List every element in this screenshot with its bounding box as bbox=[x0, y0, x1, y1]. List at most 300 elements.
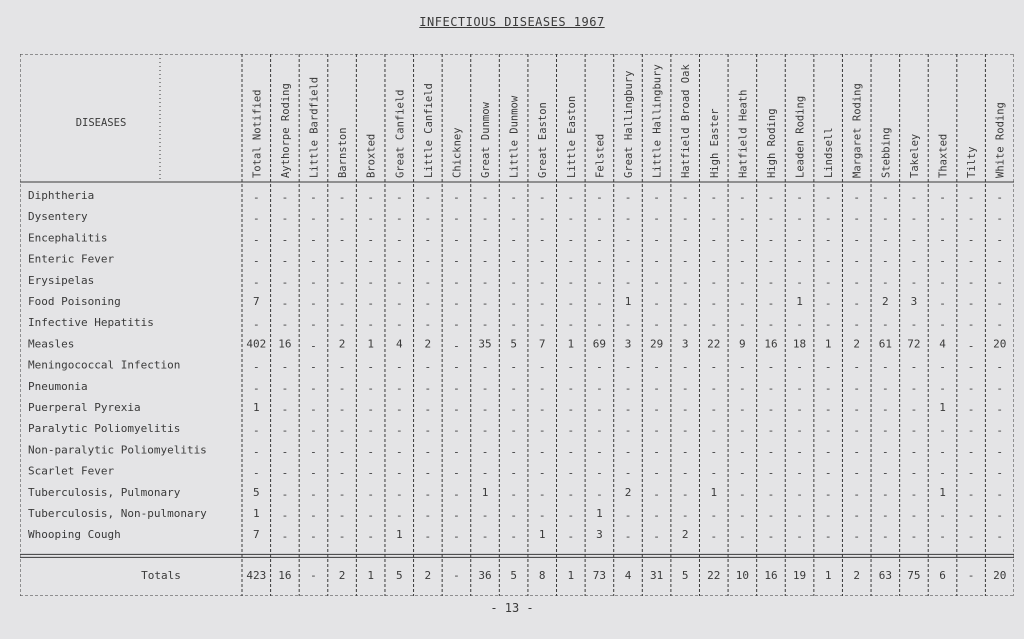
column-header-4: Broxted bbox=[365, 133, 378, 178]
table-cell: - bbox=[510, 509, 517, 522]
table-cell: - bbox=[824, 445, 832, 459]
row-label: Tuberculosis, Pulmonary bbox=[28, 485, 181, 499]
table-cell: - bbox=[453, 487, 460, 501]
totals-cell: 16 bbox=[764, 569, 778, 583]
table-cell: - bbox=[910, 318, 918, 332]
table-cell: - bbox=[710, 424, 718, 438]
column-header-19: Leaden Roding bbox=[794, 95, 807, 178]
table-cell: - bbox=[510, 212, 517, 226]
table-cell: - bbox=[424, 403, 432, 416]
table-cell: - bbox=[624, 360, 632, 374]
table-cell: - bbox=[710, 318, 718, 332]
table-cell: - bbox=[767, 530, 775, 544]
table-cell: - bbox=[252, 191, 260, 204]
totals-cell: 5 bbox=[510, 569, 517, 583]
column-header-13: Great Hallingbury bbox=[623, 70, 635, 178]
table-cell: - bbox=[453, 466, 460, 480]
table-cell: - bbox=[853, 275, 861, 289]
table-cell: - bbox=[596, 191, 603, 204]
table-cell: - bbox=[796, 403, 803, 416]
table-cell: - bbox=[510, 466, 517, 480]
table-cell: - bbox=[424, 275, 432, 289]
totals-cell: 1 bbox=[367, 569, 374, 583]
table-cell: - bbox=[739, 487, 746, 501]
table-cell: 1 bbox=[252, 401, 260, 414]
table-cell: 2 bbox=[624, 485, 632, 499]
table-cell: - bbox=[939, 445, 946, 459]
table-cell: - bbox=[624, 466, 632, 480]
table-cell: - bbox=[996, 403, 1004, 416]
table-cell: - bbox=[367, 191, 374, 204]
table-cell: - bbox=[681, 509, 689, 522]
table-cell: - bbox=[996, 360, 1004, 374]
table-cell: - bbox=[739, 212, 746, 226]
table-cell: - bbox=[510, 445, 517, 459]
table-cell: - bbox=[767, 212, 775, 226]
table-cell: - bbox=[338, 509, 346, 522]
table-cell: - bbox=[710, 254, 718, 268]
table-cell: - bbox=[424, 381, 432, 395]
table-cell: 2 bbox=[853, 337, 861, 351]
column-header-9: Little Dunmow bbox=[508, 95, 521, 178]
table-cell: - bbox=[481, 509, 489, 522]
table-cell: - bbox=[739, 509, 746, 522]
table-cell: - bbox=[538, 424, 546, 438]
column-header-23: Takeley bbox=[908, 133, 921, 178]
table-cell: - bbox=[624, 191, 632, 204]
table-cell: - bbox=[767, 424, 775, 438]
table-cell: - bbox=[681, 487, 689, 501]
table-cell: - bbox=[310, 509, 317, 522]
table-cell: - bbox=[653, 254, 660, 268]
table-cell: - bbox=[252, 445, 260, 459]
table-cell: - bbox=[252, 381, 260, 395]
table-cell: - bbox=[453, 233, 460, 247]
table-cell: - bbox=[281, 424, 289, 438]
table-cell: - bbox=[310, 530, 317, 544]
table-cell: - bbox=[996, 487, 1004, 501]
table-cell: - bbox=[338, 381, 346, 395]
table-cell: - bbox=[710, 275, 718, 289]
table-cell: 3 bbox=[910, 295, 918, 308]
table-cell: - bbox=[510, 424, 517, 438]
table-cell: - bbox=[596, 275, 603, 289]
row-label: Tuberculosis, Non-pulmonary bbox=[28, 507, 207, 520]
column-header-21: Margaret Roding bbox=[851, 83, 864, 178]
table-cell: - bbox=[910, 381, 918, 395]
table-cell: - bbox=[710, 191, 718, 204]
row-label: Food Poisoning bbox=[28, 295, 121, 308]
table-cell: - bbox=[739, 233, 746, 247]
table-cell: - bbox=[882, 403, 889, 416]
table-cell: - bbox=[481, 530, 489, 544]
table-cell: - bbox=[853, 424, 861, 438]
table-cell: - bbox=[939, 381, 946, 395]
table-cell: - bbox=[424, 297, 432, 310]
row-label: Paralytic Poliomyelitis bbox=[28, 422, 181, 436]
totals-cell: 75 bbox=[907, 569, 921, 583]
table-cell: - bbox=[481, 212, 489, 226]
table-cell: - bbox=[481, 318, 489, 332]
table-cell: - bbox=[653, 318, 660, 332]
totals-cell: 19 bbox=[792, 569, 807, 583]
table-cell: - bbox=[967, 487, 975, 501]
totals-cell: 10 bbox=[735, 569, 749, 583]
table-cell: - bbox=[739, 424, 746, 438]
table-cell: - bbox=[910, 403, 918, 416]
table-cell: - bbox=[853, 191, 861, 204]
totals-cell: 2 bbox=[338, 569, 346, 583]
row-label: Non-paralytic Poliomyelitis bbox=[28, 443, 207, 457]
table-cell: - bbox=[910, 212, 918, 226]
table-cell: - bbox=[424, 509, 432, 522]
totals-cell: 31 bbox=[649, 569, 664, 583]
totals-cell: 63 bbox=[878, 569, 892, 583]
table-cell: 22 bbox=[707, 337, 721, 351]
table-cell: - bbox=[939, 254, 946, 268]
table-cell: - bbox=[653, 212, 660, 226]
table-cell: 3 bbox=[596, 528, 603, 542]
table-cell: - bbox=[882, 509, 889, 522]
table-cell: - bbox=[281, 530, 289, 544]
table-cell: - bbox=[910, 254, 918, 268]
table-cell: - bbox=[395, 445, 403, 459]
table-cell: - bbox=[453, 254, 460, 268]
table-cell: 7 bbox=[252, 528, 260, 542]
table-cell: - bbox=[967, 191, 975, 204]
table-cell: - bbox=[996, 466, 1004, 480]
table-cell: 16 bbox=[278, 337, 292, 351]
table-cell: - bbox=[824, 233, 832, 247]
table-cell: - bbox=[310, 212, 317, 226]
table-cell: - bbox=[367, 466, 374, 480]
table-cell: - bbox=[910, 275, 918, 289]
table-cell: - bbox=[481, 403, 489, 416]
column-header-20: Lindsell bbox=[823, 127, 836, 178]
table-cell: - bbox=[538, 445, 546, 459]
table-cell: - bbox=[424, 487, 432, 501]
totals-cell: - bbox=[967, 569, 975, 583]
table-cell: - bbox=[338, 233, 346, 247]
table-cell: 61 bbox=[878, 337, 892, 351]
table-cell: - bbox=[853, 466, 861, 480]
table-cell: - bbox=[481, 191, 489, 204]
column-header-6: Little Canfield bbox=[422, 83, 435, 178]
table-cell: - bbox=[252, 424, 260, 438]
table-cell: - bbox=[739, 297, 746, 310]
table-cell: 29 bbox=[649, 337, 664, 351]
table-cell: - bbox=[252, 360, 260, 374]
column-header-15: Hatfield Broad Oak bbox=[680, 64, 693, 178]
table-cell: - bbox=[853, 360, 861, 374]
table-cell: - bbox=[596, 403, 603, 416]
table-cell: - bbox=[796, 191, 803, 204]
totals-cell: - bbox=[453, 569, 460, 583]
table-cell: - bbox=[853, 233, 861, 247]
table-cell: - bbox=[395, 424, 403, 438]
table-cell: - bbox=[510, 318, 517, 332]
row-label: Infective Hepatitis bbox=[28, 316, 154, 330]
table-cell: - bbox=[310, 339, 317, 353]
table-cell: 402 bbox=[246, 337, 267, 351]
table-cell: - bbox=[252, 466, 260, 480]
table-cell: - bbox=[796, 509, 803, 522]
table-cell: - bbox=[281, 509, 289, 522]
table-cell: - bbox=[853, 509, 861, 522]
table-cell: - bbox=[967, 403, 975, 416]
table-cell: - bbox=[252, 318, 260, 332]
table-cell: - bbox=[338, 360, 346, 374]
table-cell: 1 bbox=[710, 485, 718, 499]
table-cell: - bbox=[252, 233, 260, 247]
table-cell: - bbox=[367, 424, 374, 438]
table-cell: 1 bbox=[252, 507, 260, 520]
table-cell: - bbox=[939, 530, 946, 544]
table-cell: - bbox=[596, 297, 603, 310]
table-cell: - bbox=[710, 297, 718, 310]
table-cell: - bbox=[824, 212, 832, 226]
table-cell: - bbox=[853, 403, 861, 416]
table-cell: - bbox=[882, 275, 889, 289]
table-cell: - bbox=[338, 297, 346, 310]
table-cell: 4 bbox=[395, 337, 403, 351]
table-cell: - bbox=[767, 254, 775, 268]
table-cell: - bbox=[310, 424, 317, 438]
table-cell: 2 bbox=[424, 337, 432, 351]
table-cell: - bbox=[710, 466, 718, 480]
table-cell: - bbox=[567, 360, 575, 374]
column-header-5: Great Canfield bbox=[394, 89, 407, 178]
row-label: Puerperal Pyrexia bbox=[28, 401, 141, 414]
table-cell: 69 bbox=[592, 337, 607, 351]
table-cell: - bbox=[882, 381, 889, 395]
table-cell: - bbox=[653, 360, 660, 374]
table-cell: - bbox=[624, 381, 632, 395]
table-cell: - bbox=[453, 360, 460, 374]
table-cell: 9 bbox=[739, 337, 746, 351]
row-label: Measles bbox=[28, 337, 75, 351]
table-cell: - bbox=[538, 360, 546, 374]
table-cell: 16 bbox=[764, 337, 778, 351]
table-cell: - bbox=[710, 530, 718, 544]
table-cell: - bbox=[967, 254, 975, 268]
table-cell: - bbox=[796, 424, 803, 438]
table-cell: - bbox=[939, 191, 946, 204]
table-cell: 18 bbox=[792, 337, 807, 351]
row-label: Scarlet Fever bbox=[28, 464, 115, 478]
table-cell: - bbox=[367, 487, 374, 501]
table-cell: - bbox=[567, 191, 575, 204]
table-cell: - bbox=[367, 318, 374, 332]
table-cell: - bbox=[481, 360, 489, 374]
table-cell: - bbox=[739, 275, 746, 289]
table-cell: - bbox=[739, 318, 746, 332]
column-header-24: Thaxted bbox=[937, 133, 950, 178]
column-header-1: Aythorpe Roding bbox=[279, 83, 292, 178]
table-cell: 7 bbox=[252, 295, 260, 308]
table-cell: - bbox=[767, 275, 775, 289]
table-cell: - bbox=[424, 360, 432, 374]
table-cell: - bbox=[367, 275, 374, 289]
table-cell: - bbox=[538, 509, 546, 522]
table-cell: - bbox=[338, 445, 346, 459]
table-cell: - bbox=[910, 424, 918, 438]
table-cell: - bbox=[310, 297, 317, 310]
table-cell: - bbox=[996, 445, 1004, 459]
table-cell: - bbox=[481, 445, 489, 459]
table-cell: - bbox=[367, 509, 374, 522]
table-cell: - bbox=[624, 509, 632, 522]
table-cell: - bbox=[939, 233, 946, 247]
table-cell: - bbox=[996, 424, 1004, 438]
table-cell: - bbox=[996, 381, 1004, 395]
table-cell: - bbox=[538, 466, 546, 480]
table-cell: - bbox=[996, 297, 1004, 310]
totals-cell: 2 bbox=[853, 569, 861, 583]
totals-cell: 5 bbox=[395, 569, 403, 583]
table-cell: - bbox=[281, 275, 289, 289]
table-cell: - bbox=[681, 403, 689, 416]
table-cell: - bbox=[510, 403, 517, 416]
table-cell: - bbox=[567, 381, 575, 395]
table-cell: - bbox=[710, 233, 718, 247]
table-cell: - bbox=[824, 360, 832, 374]
table-cell: - bbox=[567, 275, 575, 289]
table-cell: - bbox=[853, 445, 861, 459]
table-cell: - bbox=[996, 318, 1004, 332]
table-cell: - bbox=[510, 487, 517, 501]
totals-cell: 4 bbox=[624, 569, 632, 583]
table-cell: 20 bbox=[993, 337, 1007, 351]
table-cell: - bbox=[710, 445, 718, 459]
table-cell: - bbox=[395, 381, 403, 395]
table-cell: - bbox=[996, 212, 1004, 226]
table-cell: - bbox=[395, 403, 403, 416]
totals-label: Totals bbox=[141, 569, 181, 583]
table-cell: - bbox=[681, 381, 689, 395]
table-cell: - bbox=[939, 212, 946, 226]
table-cell: - bbox=[424, 191, 432, 204]
table-cell: - bbox=[567, 318, 575, 332]
table-cell: - bbox=[767, 381, 775, 395]
table-cell: - bbox=[853, 318, 861, 332]
table-cell: - bbox=[424, 445, 432, 459]
row-label: Enteric Fever bbox=[28, 252, 115, 266]
table-cell: - bbox=[596, 381, 603, 395]
table-cell: - bbox=[395, 360, 403, 374]
row-label: Meningococcal Infection bbox=[28, 358, 181, 372]
table-cell: - bbox=[767, 509, 775, 522]
totals-cell: - bbox=[310, 569, 317, 583]
table-cell: 1 bbox=[824, 337, 832, 351]
table-cell: 3 bbox=[681, 337, 689, 351]
table-cell: - bbox=[510, 275, 517, 289]
table-cell: - bbox=[767, 445, 775, 459]
table-cell: - bbox=[796, 487, 803, 501]
table-cell: - bbox=[538, 403, 546, 416]
table-cell: - bbox=[481, 254, 489, 268]
table-cell: - bbox=[653, 233, 660, 247]
table-cell: - bbox=[510, 297, 517, 310]
table-cell: - bbox=[624, 424, 632, 438]
table-cell: - bbox=[453, 275, 460, 289]
totals-cell: 2 bbox=[424, 569, 432, 583]
table-cell: - bbox=[624, 233, 632, 247]
table-cell: - bbox=[681, 424, 689, 438]
table-cell: - bbox=[824, 487, 832, 501]
table-cell: 1 bbox=[481, 485, 489, 499]
table-cell: - bbox=[567, 487, 575, 501]
totals-cell: 1 bbox=[824, 569, 832, 583]
table-cell: 1 bbox=[596, 507, 603, 520]
table-cell: - bbox=[796, 360, 803, 374]
column-header-26: White Roding bbox=[994, 102, 1007, 178]
table-cell: - bbox=[281, 212, 289, 226]
table-cell: - bbox=[681, 318, 689, 332]
table-cell: - bbox=[596, 254, 603, 268]
table-cell: - bbox=[367, 233, 374, 247]
table-cell: - bbox=[739, 191, 746, 204]
table-cell: 1 bbox=[624, 295, 632, 308]
row-label: Erysipelas bbox=[28, 273, 95, 287]
table-cell: - bbox=[796, 466, 803, 480]
table-cell: - bbox=[739, 530, 746, 544]
column-header-25: Tilty bbox=[966, 146, 979, 178]
table-cell: 2 bbox=[681, 528, 689, 542]
table-cell: - bbox=[395, 487, 403, 501]
table-cell: - bbox=[853, 254, 861, 268]
table-cell: - bbox=[882, 487, 889, 501]
table-cell: - bbox=[882, 254, 889, 268]
column-header-12: Felsted bbox=[594, 133, 607, 178]
table-cell: - bbox=[453, 424, 460, 438]
table-cell: - bbox=[767, 487, 775, 501]
table-cell: - bbox=[767, 466, 775, 480]
table-cell: - bbox=[967, 275, 975, 289]
table-cell: - bbox=[510, 191, 517, 204]
table-cell: - bbox=[796, 318, 803, 332]
table-cell: - bbox=[538, 487, 546, 501]
table-cell: - bbox=[538, 275, 546, 289]
table-cell: - bbox=[796, 254, 803, 268]
table-cell: 35 bbox=[478, 337, 492, 351]
totals-cell: 16 bbox=[278, 569, 292, 583]
table-cell: - bbox=[538, 191, 546, 204]
table-cell: - bbox=[424, 212, 432, 226]
table-cell: - bbox=[310, 381, 317, 395]
table-cell: - bbox=[367, 403, 374, 416]
table-cell: - bbox=[395, 212, 403, 226]
table-cell: - bbox=[710, 403, 718, 416]
table-cell: - bbox=[853, 487, 861, 501]
table-cell: - bbox=[967, 424, 975, 438]
table-cell: - bbox=[967, 297, 975, 310]
table-cell: - bbox=[853, 212, 861, 226]
table-cell: - bbox=[996, 254, 1004, 268]
table-cell: - bbox=[824, 509, 832, 522]
table-cell: - bbox=[939, 509, 946, 522]
table-cell: - bbox=[910, 530, 918, 544]
table-cell: - bbox=[653, 381, 660, 395]
table-cell: - bbox=[567, 530, 575, 544]
table-cell: - bbox=[281, 233, 289, 247]
table-cell: 72 bbox=[907, 337, 921, 351]
table-cell: - bbox=[796, 530, 803, 544]
table-cell: - bbox=[395, 233, 403, 247]
table-cell: 5 bbox=[510, 337, 517, 351]
table-cell: - bbox=[338, 424, 346, 438]
table-cell: - bbox=[281, 403, 289, 416]
